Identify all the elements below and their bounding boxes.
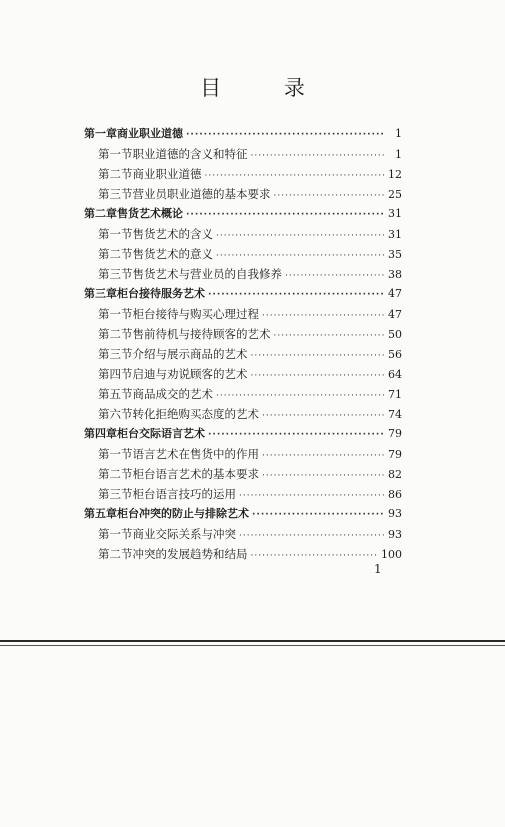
toc-entry-number: 第二章 — [84, 207, 117, 220]
toc-entry-number: 第三节 — [98, 347, 133, 361]
page-number: 1 — [374, 562, 382, 576]
toc-entry-title: 柜台交际语言艺术 — [117, 427, 205, 440]
dot-leader — [251, 146, 386, 166]
toc-section — [84, 384, 402, 404]
toc-section — [84, 344, 402, 364]
toc-section — [84, 464, 402, 484]
toc-entry-title: 柜台冲突的防止与排除艺术 — [117, 507, 249, 520]
toc-entry-title: 介绍与展示商品的艺术 — [132, 347, 248, 361]
dot-leader — [251, 346, 386, 366]
toc-entry-page: 1 — [395, 148, 402, 161]
toc-entry-number: 第三节 — [98, 187, 133, 201]
toc-entry-number: 第二节 — [98, 247, 133, 261]
toc-entry-title: 柜台语言技巧的运用 — [132, 487, 236, 501]
dot-leader — [274, 326, 386, 346]
toc-entry-title: 转化拒绝购买态度的艺术 — [132, 407, 259, 421]
toc-entry-number: 第二节 — [98, 547, 133, 561]
toc-entry-title: 售货艺术概论 — [117, 207, 183, 220]
dot-leader — [262, 406, 385, 426]
toc-section — [84, 484, 402, 504]
toc-section — [84, 544, 402, 564]
toc-entry-number: 第一节 — [98, 307, 133, 321]
toc-entry-number: 第二节 — [98, 467, 133, 481]
toc-entry-page: 93 — [388, 528, 402, 541]
dot-leader — [208, 425, 385, 445]
toc-entry-page: 93 — [388, 507, 402, 520]
toc-entry-number: 第六节 — [98, 407, 133, 421]
toc-entry-page: 86 — [388, 488, 402, 501]
toc-entry-page: 35 — [388, 248, 402, 261]
dot-leader — [216, 246, 385, 266]
toc-entry-number: 第一节 — [98, 527, 133, 541]
toc-section — [84, 144, 402, 164]
toc-entry-page: 100 — [381, 548, 402, 561]
toc-entry-title: 柜台接待与购买心理过程 — [132, 307, 259, 321]
toc-chapter — [84, 284, 402, 304]
toc-entry-number: 第二节 — [98, 167, 133, 181]
dot-leader — [274, 186, 386, 206]
page-title: 目 录 — [200, 76, 333, 100]
toc-entry-title: 语言艺术在售货中的作用 — [132, 447, 259, 461]
toc-entry-page: 74 — [388, 408, 402, 421]
toc-section — [84, 404, 402, 424]
toc-entry-page: 1 — [395, 127, 402, 140]
toc-entry-page: 56 — [388, 348, 402, 361]
toc-entry-page: 79 — [388, 427, 402, 440]
dot-leader — [262, 466, 385, 486]
dot-leader — [262, 306, 385, 326]
dot-leader — [262, 446, 385, 466]
toc-entry-title: 冲突的发展趋势和结局 — [132, 547, 248, 561]
toc-entry-title: 售货艺术与营业员的自我修养 — [132, 267, 282, 281]
toc-section — [84, 244, 402, 264]
dot-leader — [186, 125, 385, 145]
toc-entry-title: 售货艺术的含义 — [132, 227, 213, 241]
divider-line — [0, 640, 505, 642]
toc-section — [84, 224, 402, 244]
toc-entry-page: 82 — [388, 468, 402, 481]
table-of-contents — [84, 124, 402, 564]
dot-leader — [208, 285, 385, 305]
toc-section — [84, 184, 402, 204]
toc-section — [84, 364, 402, 384]
dot-leader — [216, 386, 385, 406]
toc-entry-title: 柜台接待服务艺术 — [117, 287, 205, 300]
toc-entry-title: 启迪与劝说顾客的艺术 — [132, 367, 248, 381]
toc-entry-page: 31 — [388, 207, 402, 220]
toc-entry-number: 第三章 — [84, 287, 117, 300]
toc-entry-number: 第一节 — [98, 227, 133, 241]
toc-entry-title: 售货艺术的意义 — [132, 247, 213, 261]
toc-entry-number: 第一节 — [98, 147, 133, 161]
toc-entry-number: 第四节 — [98, 367, 133, 381]
dot-leader — [285, 266, 385, 286]
toc-entry-number: 第四章 — [84, 427, 117, 440]
toc-entry-title: 售前待机与接待顾客的艺术 — [132, 327, 271, 341]
dot-leader — [205, 166, 386, 186]
dot-leader — [186, 205, 385, 225]
toc-entry-page: 71 — [388, 388, 402, 401]
toc-entry-number: 第三节 — [98, 487, 133, 501]
toc-section — [84, 304, 402, 324]
toc-entry-number: 第三节 — [98, 267, 133, 281]
dot-leader — [251, 366, 386, 386]
toc-entry-number: 第一节 — [98, 447, 133, 461]
toc-entry-page: 47 — [388, 287, 402, 300]
toc-entry-page: 79 — [388, 448, 402, 461]
toc-entry-number: 第五章 — [84, 507, 117, 520]
toc-chapter — [84, 504, 402, 524]
toc-entry-number: 第五节 — [98, 387, 133, 401]
toc-entry-page: 64 — [388, 368, 402, 381]
toc-section — [84, 524, 402, 544]
divider-line — [0, 645, 505, 646]
toc-entry-page: 25 — [388, 188, 402, 201]
toc-section — [84, 164, 402, 184]
toc-section — [84, 264, 402, 284]
toc-entry-title: 商业职业道德 — [132, 167, 202, 181]
toc-entry-title: 柜台语言艺术的基本要求 — [132, 467, 259, 481]
toc-chapter — [84, 204, 402, 224]
toc-entry-number: 第一章 — [84, 127, 117, 140]
toc-entry-page: 50 — [388, 328, 402, 341]
dot-leader — [251, 546, 379, 566]
toc-entry-page: 38 — [388, 268, 402, 281]
toc-entry-page: 31 — [388, 228, 402, 241]
toc-chapter — [84, 424, 402, 444]
toc-entry-page: 47 — [388, 308, 402, 321]
dot-leader — [239, 526, 385, 546]
toc-entry-title: 职业道德的含义和特征 — [132, 147, 248, 161]
dot-leader — [216, 226, 385, 246]
toc-section — [84, 444, 402, 464]
dot-leader — [239, 486, 385, 506]
toc-entry-title: 商业职业道德 — [117, 127, 183, 140]
toc-entry-title: 营业员职业道德的基本要求 — [132, 187, 271, 201]
toc-chapter — [84, 124, 402, 144]
toc-entry-title: 商业交际关系与冲突 — [132, 527, 236, 541]
toc-section — [84, 324, 402, 344]
toc-entry-title: 商品成交的艺术 — [132, 387, 213, 401]
dot-leader — [252, 505, 385, 525]
toc-entry-page: 12 — [388, 168, 402, 181]
toc-entry-number: 第二节 — [98, 327, 133, 341]
